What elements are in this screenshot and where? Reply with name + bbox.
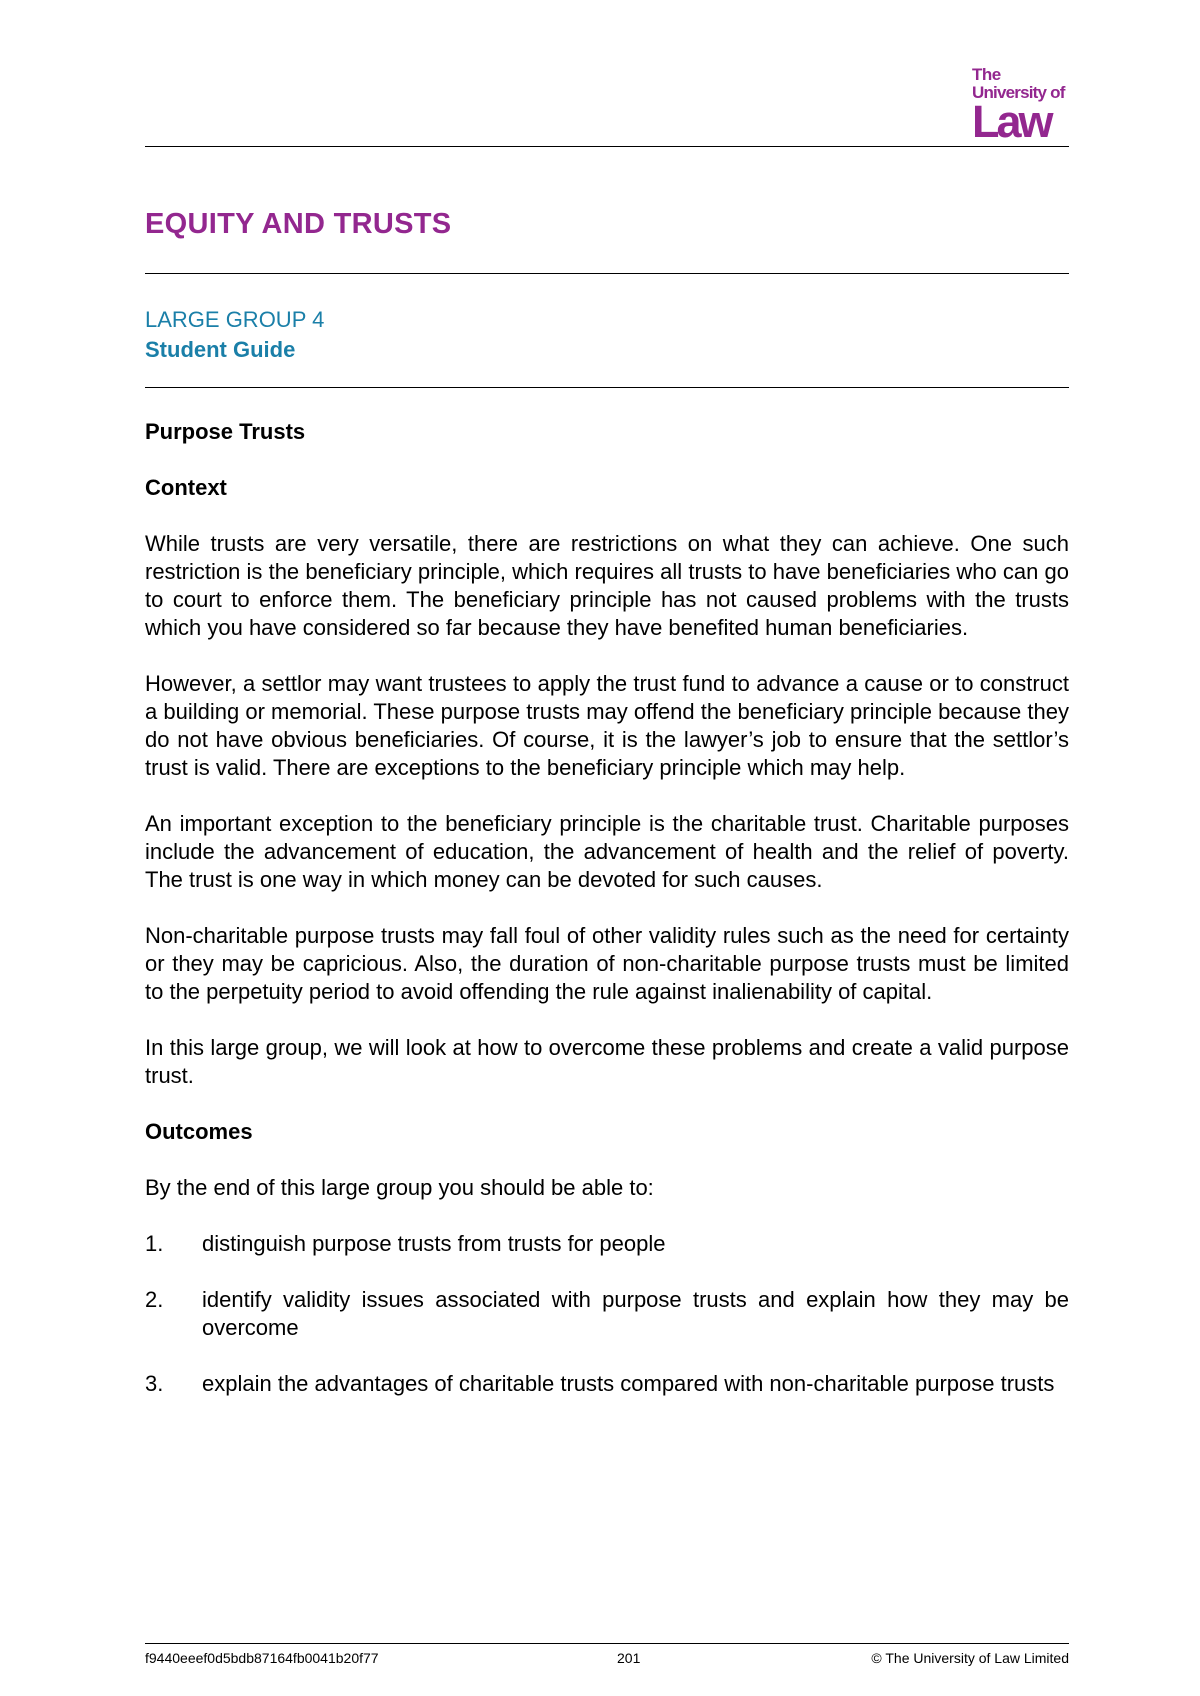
heading-purpose-trusts: Purpose Trusts — [145, 419, 306, 444]
list-item-number: 1. — [145, 1231, 164, 1256]
subtitle-group: LARGE GROUP 4 — [145, 307, 325, 332]
footer-rule — [145, 1643, 1069, 1644]
page-footer — [145, 1650, 1069, 1666]
outcomes-list — [145, 1230, 1069, 1398]
subtitle-block — [145, 305, 324, 365]
university-logo — [972, 65, 1074, 147]
list-item — [145, 1286, 1069, 1342]
list-item-text: distinguish purpose trusts from trusts for people — [202, 1231, 666, 1256]
list-item-number: 3. — [145, 1371, 164, 1396]
list-item — [145, 1230, 1069, 1258]
list-item-number: 2. — [145, 1287, 164, 1312]
heading-outcomes: Outcomes — [145, 1119, 253, 1144]
paragraph-1: While trusts are very versatile, there are restrictions on what they can achieve. One such restriction is the beneficiary principle, which requires all trusts to have beneficiaries who can go to court to enforce them. The beneficiary principle has not caused problems with the trusts which you have considered so far because they have benefited human beneficiaries. — [145, 531, 1069, 640]
copyright-notice: © The University of Law Limited — [871, 1650, 1069, 1666]
list-item-text: identify validity issues associated with purpose trusts and explain how they may be overcome — [202, 1287, 1069, 1340]
list-item — [145, 1370, 1069, 1398]
paragraph-3: An important exception to the beneficiary principle is the charitable trust. Charitable purposes include the advancement of education, the advancement of health and the relief of poverty. The trust is one way in which money can be devoted for such causes. — [145, 811, 1069, 892]
logo-line-university: University of — [972, 83, 1065, 102]
paragraph-4: Non-charitable purpose trusts may fall foul of other validity rules such as the need for certainty or they may be capricious. Also, the duration of non-charitable purpose trusts must be limited to the perpetuity period to avoid offending the rule against inalienability of capital. — [145, 923, 1069, 1004]
heading-context: Context — [145, 475, 227, 500]
list-item-text: explain the advantages of charitable trusts compared with non-charitable purpose trusts — [202, 1371, 1055, 1396]
logo-line-the: The — [972, 65, 1001, 84]
page-number: 201 — [617, 1650, 641, 1666]
outcomes-intro: By the end of this large group you should be able to: — [145, 1175, 654, 1200]
title-rule — [145, 273, 1069, 274]
main-content — [145, 418, 1069, 1426]
page-title: EQUITY AND TRUSTS — [145, 208, 452, 240]
subtitle-rule — [145, 387, 1069, 388]
logo-line-law: Law — [972, 96, 1051, 147]
document-id: f9440eeef0d5bdb87164fb0041b20f77 — [145, 1650, 379, 1666]
header-rule — [145, 146, 1069, 147]
paragraph-5: In this large group, we will look at how to overcome these problems and create a valid purpose trust. — [145, 1035, 1069, 1088]
paragraph-2: However, a settlor may want trustees to apply the trust fund to advance a cause or to construct a building or memorial. These purpose trusts may offend the beneficiary principle because they do not have obvious beneficiaries. Of course, it is the lawyer’s job to ensure that the settlor’s trust is valid. There are exceptions to the beneficiary principle which may help. — [145, 671, 1069, 780]
subtitle-guide: Student Guide — [145, 337, 296, 362]
